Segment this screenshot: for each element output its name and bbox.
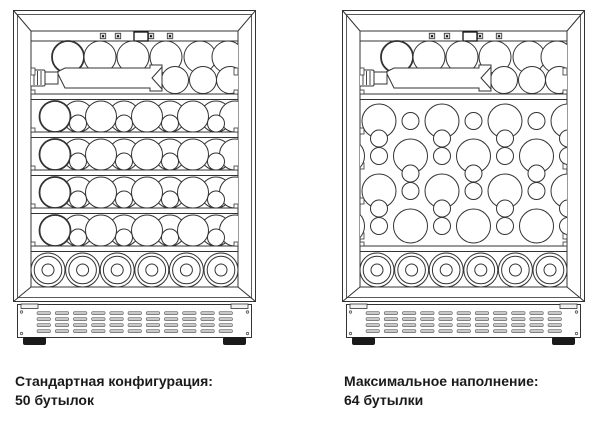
control-panel	[360, 32, 567, 41]
wine-cooler-diagram-max	[342, 10, 585, 346]
foot-right	[223, 337, 246, 345]
vent-grille	[37, 312, 233, 333]
foot-left	[23, 337, 46, 345]
bulk-stacked-bottles	[342, 104, 585, 243]
standing-bottles-row	[360, 253, 567, 287]
bottle-shelf-row	[40, 101, 251, 132]
wine-cooler-diagram-standard	[13, 10, 256, 346]
top-compartment	[359, 41, 573, 94]
top-compartment	[30, 41, 244, 94]
standing-bottles-row	[31, 253, 238, 287]
plinth	[347, 304, 581, 345]
caption-max-line1: Максимальное наполнение:	[344, 373, 539, 389]
caption-standard	[15, 372, 213, 410]
plinth	[18, 304, 252, 345]
vent-grille	[366, 312, 562, 333]
interior	[30, 41, 251, 287]
bottle-shelf-row	[40, 215, 251, 246]
caption-standard-line1: Стандартная конфигурация:	[15, 373, 213, 389]
caption-max-line2: 64 бутылки	[344, 392, 424, 408]
control-panel	[31, 32, 238, 41]
temperature-display-icon	[134, 32, 148, 41]
caption-standard-line2: 50 бутылок	[15, 392, 94, 408]
temperature-display-icon	[463, 32, 477, 41]
bottle-shelf-row	[40, 177, 251, 208]
foot-left	[352, 337, 375, 345]
bottle-shelf-row	[40, 139, 251, 170]
caption-max	[344, 372, 539, 410]
horizontal-bottle	[30, 65, 162, 91]
horizontal-bottle	[359, 65, 491, 91]
interior	[342, 41, 585, 287]
figure-maximum-load	[342, 10, 585, 408]
figure-standard-configuration	[13, 10, 256, 408]
foot-right	[552, 337, 575, 345]
